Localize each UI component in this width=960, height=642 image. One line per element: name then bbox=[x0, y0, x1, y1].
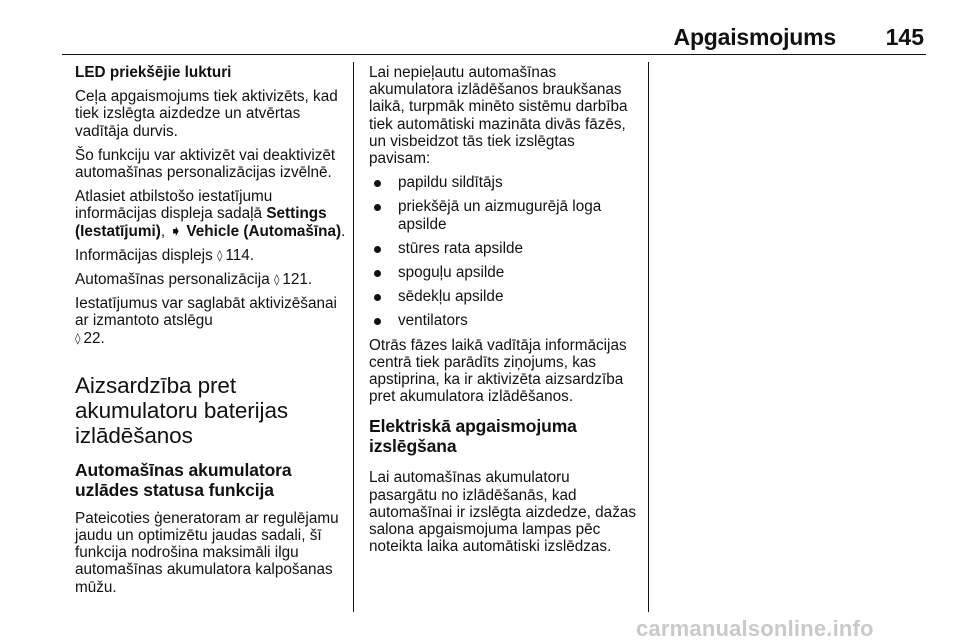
arrow-icon: ➧ bbox=[169, 222, 183, 240]
ref-personal-page: 121. bbox=[282, 271, 313, 289]
watermark: carmanualsonline.info bbox=[636, 616, 874, 641]
phase-message-paragraph: Otrās fāzes laikā vadītāja informācijas centrā tiek parādīts ziņojums, kas apstiprina, ka ir aktivizēta aizsardzība pret akumulatora izlādēšanos. bbox=[369, 336, 627, 406]
list-item bbox=[369, 288, 637, 305]
page-header bbox=[62, 22, 926, 55]
ref-display bbox=[75, 247, 347, 264]
list-item-text: priekšējā un aizmugurējā loga apsilde bbox=[398, 198, 602, 233]
ref-personalization bbox=[75, 271, 347, 288]
page-number: 145 bbox=[885, 24, 924, 50]
reference-icon: ◊ bbox=[75, 331, 81, 345]
list-item bbox=[369, 240, 637, 257]
reference-icon: ◊ bbox=[273, 273, 280, 287]
list-item-text: ventilators bbox=[398, 312, 468, 330]
led-p4-page: 22. bbox=[83, 329, 105, 347]
right-column bbox=[369, 64, 637, 555]
list-item bbox=[369, 198, 637, 232]
led-paragraph-3 bbox=[75, 188, 347, 240]
ref-display-text: Informācijas displejs bbox=[75, 246, 213, 264]
electric-lighting-heading: Elektriskā apgaismojuma izslēgšana bbox=[369, 416, 577, 457]
bullet-icon bbox=[374, 270, 381, 277]
led-paragraph-1: Ceļa apgaismojums tiek aktivizēts, kad tiek izslēgta aizdedze un atvērtas vadītāja durvis. bbox=[75, 88, 338, 140]
vehicle-menu-label: Vehicle (Automašīna) bbox=[182, 222, 342, 240]
list-item-text: papildu sildītājs bbox=[398, 174, 503, 192]
status-paragraph: Pateicoties ģeneratoram ar regulējamu jaudu un optimizētu jaudas sadali, šī funkcija nodrošina maksimāli ilgu automašīnas akumulatora kalpošanas mūžu. bbox=[75, 509, 339, 596]
led-paragraph-4 bbox=[75, 295, 347, 347]
led-p3-text: Atlasiet atbilstošo iestatījumu informācijas displeja sadaļā bbox=[75, 188, 273, 223]
reference-icon: ◊ bbox=[216, 248, 223, 262]
ref-display-page: 114. bbox=[225, 246, 255, 264]
bullet-icon bbox=[374, 204, 381, 211]
left-column bbox=[75, 64, 347, 596]
list-item bbox=[369, 312, 637, 329]
lighting-off-paragraph: Lai automašīnas akumulatoru pasargātu no izlādēšanās, kad automašīnai ir izslēgta aizdedze, dažas salona apgaismojuma lampas pēc noteikta laika automātiski izslēdzas. bbox=[369, 469, 636, 556]
led-heading: LED priekšējie lukturi bbox=[75, 64, 232, 81]
bullet-icon bbox=[374, 318, 381, 325]
column-divider-left bbox=[353, 62, 354, 612]
bullet-icon bbox=[374, 180, 381, 187]
list-item bbox=[369, 174, 637, 191]
list-item-text: sēdekļu apsilde bbox=[398, 288, 504, 306]
page-title: Apgaismojums bbox=[673, 24, 836, 50]
settings-menu-label: Settings (Iestatījumi) bbox=[75, 205, 327, 240]
section-title: Aizsardzība pret akumulatoru baterijas izlādēšanos bbox=[75, 372, 289, 448]
list-item-text: spoguļu apsilde bbox=[398, 264, 505, 282]
list-item-text: stūres rata apsilde bbox=[398, 239, 523, 257]
bullet-icon bbox=[374, 294, 381, 301]
led-p3-end: . bbox=[341, 222, 346, 240]
protection-paragraph: Lai nepieļautu automašīnas akumulatora izlādēšanos braukšanas laikā, turpmāk minēto sistēmu darbība tiek automātiski mazināta divās fāzēs, un visbeidzot tās tiek izslēgtas pavisam: bbox=[369, 64, 628, 168]
list-item bbox=[369, 264, 637, 281]
column-divider-right bbox=[648, 62, 649, 612]
led-p3-sep: , bbox=[160, 222, 170, 240]
status-heading: Automašīnas akumulatora uzlādes statusa funkcija bbox=[75, 459, 292, 500]
led-p4-text: Iestatījumus var saglabāt aktivizēšanai ar izmantoto atslēgu bbox=[75, 295, 337, 330]
ref-personal-text: Automašīnas personalizācija bbox=[75, 271, 270, 289]
led-paragraph-2: Šo funkciju var aktivizēt vai deaktivizēt automašīnas personalizācijas izvēlnē. bbox=[75, 146, 336, 182]
bullet-list bbox=[369, 174, 637, 329]
bullet-icon bbox=[374, 246, 381, 253]
